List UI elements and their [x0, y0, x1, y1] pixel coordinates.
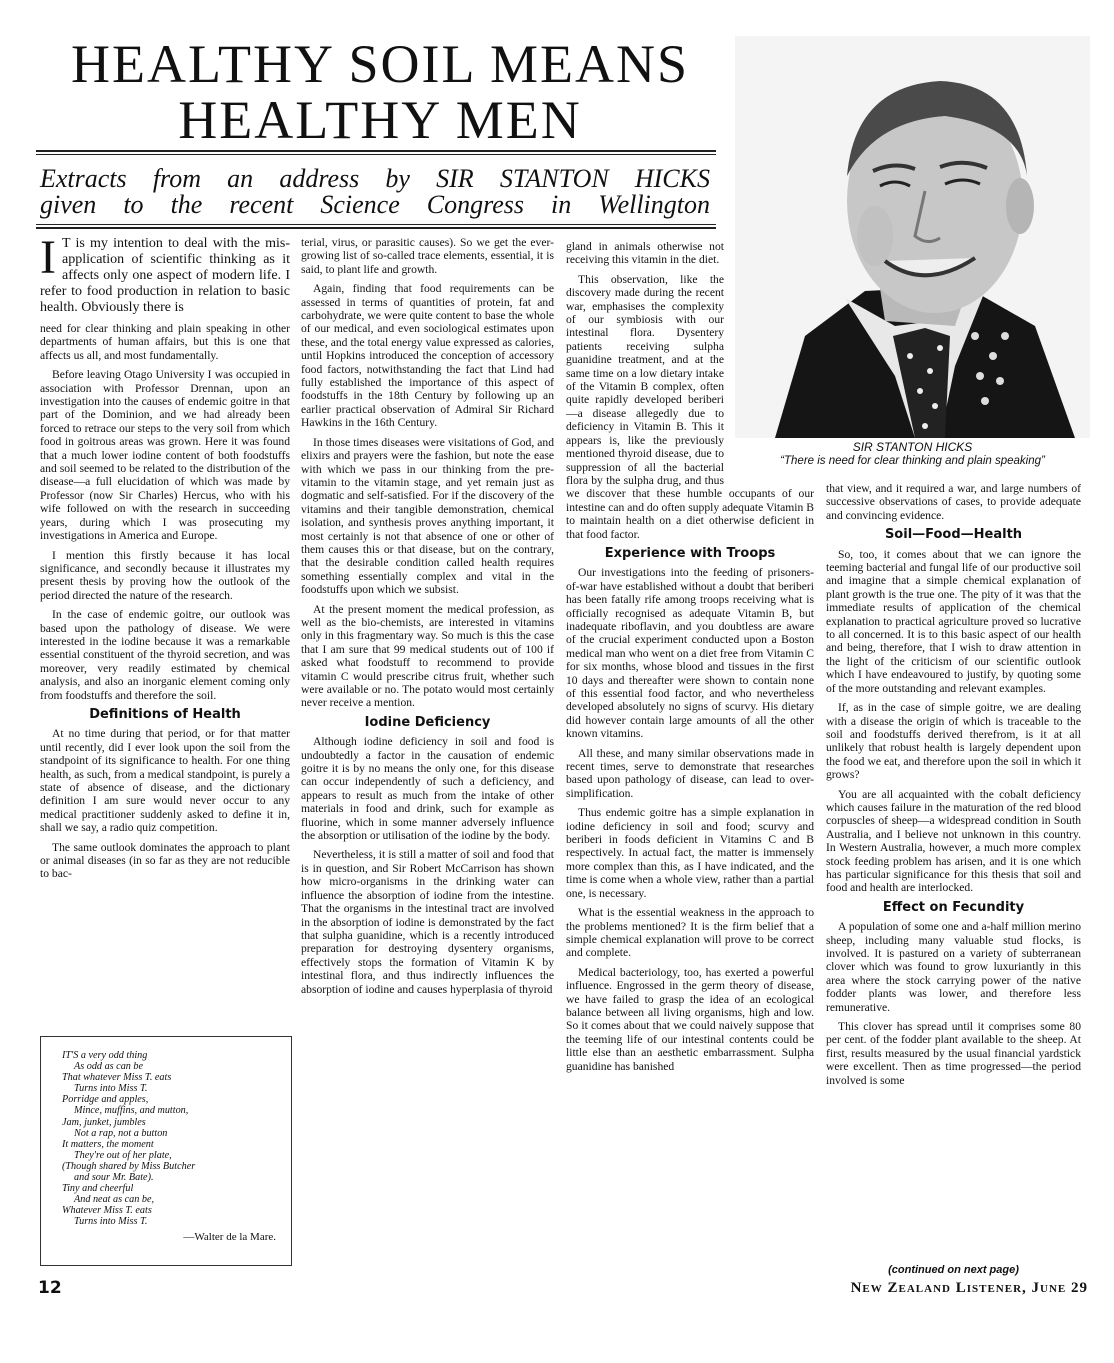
headline-line-1: HEALTHY SOIL MEANS	[70, 34, 689, 94]
paragraph: In the case of endemic goitre, our outlook was based upon the pathology of disease. We were interested in the iodine because it was a remarkable essential constituent of the thyroid secretion, and was moreover, very readily estimated by chemical analysis, and also an inorganic element coming only from foodstuffs and therefore the soil.	[40, 608, 290, 702]
poem-line: and sour Mr. Bate).	[74, 1172, 154, 1184]
paragraph: You are all acquainted with the cobalt deficiency which causes failure in the maturation of the red blood corpuscles of sheep—a widespread condition in South Australia, and I believe not unknown in this country. In Western Australia, however, a much more complex stock feeding problem has arisen, and it is one which has particular significance for this thesis that soil and food and health are interlocked.	[826, 787, 1081, 895]
paragraph: The same outlook dominates the approach to plant or animal diseases (in so far as they are not reducible to bac-	[40, 840, 290, 881]
paragraph: Thus endemic goitre has a simple explanation in iodine deficiency in soil and food; scurvy and beriberi in foods deficient in Vitamins C and B respectively. In actual fact, the matter is immensely more complex than this, as I have indicated, and the time is come when a whole view, rather than a partial one, is necessary.	[566, 806, 814, 900]
poem-line: Tiny and cheerful	[62, 1183, 134, 1195]
paragraph: Our investigations into the feeding of prisoners-of-war have established without a doubt that beriberi has been fatally rife among troops receiving what is officially recognised as adequate Vitamin B, but inadequate riboflavin, and you doubtless are aware of the crucial experiment conducted upon a Boston medical man who went on a diet free from Vitamin C for six months, whose blood and tissues in the first 10 days and thereafter were shown to contain none of this essential food factor, and who nevertheless developed absolutely no signs of scurvy. His dietary did however contain large amounts of all the other known vitamins.	[566, 566, 814, 741]
paragraph: What is the essential weakness in the approach to the problems mentioned? It is the firm belief that a simple chemical explanation will prove to be correct and complete.	[566, 906, 814, 960]
paragraph: need for clear thinking and plain speaking in other departments of human affairs, but this is one that affects us all, and most fundamentally.	[40, 322, 290, 362]
paragraph: So, too, it comes about that we can ignore the teeming bacterial and fungal life of our productive soil and imagine that a simple chemical explanation of plant growth is the true one. The pity of it was that the immediate results of application of the chemical explanation to practical agriculture proved so lucrative to all concerned. It is to this basic aspect of our health and being, therefore, that I wish to draw attention in the light of the criticism of our scientific outlook which I have endeavoured to justify, by quoting some of the more outstanding and relevant examples.	[826, 547, 1081, 695]
poem-line: As odd as can be	[74, 1061, 144, 1073]
paragraph: that view, and it required a war, and large numbers of successive observations of cases, to provide adequate and convincing evidence.	[826, 482, 1081, 522]
poem	[62, 1050, 282, 1243]
page-number: 12	[38, 1278, 62, 1298]
poem-line: Turns into Miss T.	[74, 1216, 148, 1228]
section-heading: Soil—Food—Health	[884, 527, 1023, 543]
paragraph: gland in animals otherwise not receiving this vitamin in the diet.	[566, 240, 724, 267]
lead-paragraph: I T is my intention to deal with the mis-application of scientific thinking as it affects only one aspect of modern life. I refer to food production in relation to basic health. Obviously there is	[40, 231, 290, 315]
poem-line: Whatever Miss T. eats	[62, 1205, 152, 1217]
column-3	[566, 240, 814, 1079]
poem-line: Turns into Miss T.	[74, 1083, 148, 1095]
drop-cap: I	[40, 231, 56, 284]
poem-line: IT'S a very odd thing	[62, 1050, 148, 1061]
section-heading: Experience with Troops	[604, 545, 776, 561]
paragraph: Although iodine deficiency in soil and food is undoubtedly a factor in the causation of endemic goitre it is by no means the only one, for this disease can occur independently of such a deficiency, and appears to result as much from the intake of other materials in food and drink, such for example as fluorine, which in some manner adversely influence the absorption or utilisation of the iodine by the body.	[301, 735, 554, 843]
paragraph: All these, and many similar observations made in recent times, serve to demonstrate that researches based upon pathology of disease, can lead to over-simplification.	[566, 746, 814, 800]
poem-line: (Though shared by Miss Butcher	[62, 1160, 196, 1172]
paragraph: Again, finding that food requirements can be assessed in terms of quantities of protein, fat and carbohydrate, we were quite content to base the whole of our medical, and even sociological estimates upon these, and the total energy value expressed as calories, until Hopkins introduced the conception of accessory food factors, notwithstanding the fact that Lind had fully established the importance of this aspect of foodstuffs in the 18th Century by following up an earlier practical observation of Admiral Sir Richard Hawkins in the 16th Century.	[301, 282, 554, 430]
headline-rule-top	[36, 150, 716, 152]
column-2	[301, 236, 554, 1002]
paragraph: Nevertheless, it is still a matter of soil and food that is in question, and Sir Robert McCarrison has shown how micro-organisms in the drinking water can influence the absorption of iodine from the intestine. That the organisms in the intestinal tract are involved in the absorption of iodine is demonstrated by the fact that sulpha guanidine, which is a recently introduced preparation for destroying dysentery organisms, effectively stops the formation of Vitamin K by intestinal flora, and thus indirectly influences the absorption of iodine and causes hyperplasia of thyroid	[301, 848, 554, 996]
section-heading: Definitions of Health	[89, 706, 241, 722]
article-headline	[30, 36, 730, 148]
headline-line-2: HEALTHY MEN	[178, 90, 582, 150]
continued-note: (continued on next page)	[888, 1264, 1019, 1276]
poem-line: Not a rap, not a button	[74, 1127, 168, 1139]
poem-line: And neat as can be,	[74, 1194, 155, 1206]
section-heading: Iodine Deficiency	[364, 714, 491, 730]
subtitle-line-1: Extracts from an address by SIR STANTON HICKS	[40, 164, 710, 193]
paragraph: Medical bacteriology, too, has exerted a powerful influence. Engrossed in the germ theory of disease, we have failed to grasp the idea of an ecological balance between all living organisms, high and low. So it comes about that we could naively suppose that the teeming life of our intestinal contents could be little else than an aesthetic embarrassment. Sulpha guanidine has banished	[566, 965, 814, 1073]
paragraph: I mention this firstly because it has local significance, and secondly because it illustrates my present thesis by proving how the outlook of the period directed the nature of the research.	[40, 548, 290, 602]
photo-wrap-spacer	[724, 240, 814, 476]
paragraph: Before leaving Otago University I was occupied in association with Professor Drennan, upon an investigation into the causes of endemic goitre in that part of the Dominion, and we had already been forced to retrace our steps to the very soil from which food in goitrous areas was grown. Here it was found that a much lower iodine content of both foodstuffs and soil seemed to be related to the distribution of the disease—a full elucidation of which was made by Professor (now Sir Charles) Hercus, who with his wife followed on with the research in succeeding years, during which I was prosecuting my investigations in America and Europe.	[40, 368, 290, 543]
paragraph: If, as in the case of simple goitre, we are dealing with a disease the origin of which is traceable to the soil and foodstuffs derived therefrom, is it at all unlikely that robust health is largely dependent upon the food we eat, and therefore upon the soil in which it grows?	[826, 701, 1081, 782]
paragraph: terial, virus, or parasitic causes). So we get the ever-growing list of so-called trace elements, essential, it is said, to plant life and growth.	[301, 236, 554, 276]
poem-line: Porridge and apples,	[62, 1094, 149, 1106]
publication-footer: New Zealand Listener, June 29	[850, 1280, 1088, 1296]
subtitle-rule-bottom	[36, 224, 716, 225]
paragraph: At no time during that period, or for that matter until recently, did I ever look upon the soil from the standpoint of its significance to health. For one thing health, as such, from a medical standpoint, is purely a state of absence of disease, and the dictionary definition I am sure would never occur to any medical practitioner suddenly asked to define it in, shall we say, a radio quiz competition.	[40, 727, 290, 835]
column-4	[826, 482, 1081, 1093]
paragraph: A population of some one and a-half million merino sheep, including many valuable stud flocks, is involved. It is pastured on a variety of subterranean clover which was found to grow luxuriantly in this area where the stock carrying power of the native fodder plants was lower, and therefore less remunerative.	[826, 920, 1081, 1014]
photo-caption-name: SIR STANTON HICKS	[852, 440, 973, 454]
poem-line: That whatever Miss T. eats	[62, 1072, 172, 1084]
poem-line: Mince, muffins, and mutton,	[74, 1105, 189, 1117]
poem-author: —Walter de la Mare.	[183, 1230, 276, 1243]
poem-line: Jam, junket, jumbles	[62, 1116, 146, 1128]
subtitle-line-2: given to the recent Science Congress in Wellington	[40, 190, 710, 219]
paragraph: In those times diseases were visitations of God, and elixirs and prayers were the fashion, but note the ease with which we pass in our thinking from the pre-vitamin to the vitamin stage, and yet remain just as dogmatic and self-satisfied. For if the discovery of the vitamins and their tangible demonstration, chemical isolation, and synthesis proves anything important, it most certainly is not that absence of one or other of them causes this or that disease, but on the contrary, that the desirable condition called health requires something essentially complex and vital in the foodstuffs upon which we subsist.	[301, 435, 554, 597]
poem-line: It matters, the moment	[62, 1138, 154, 1150]
paragraph: This observation, like the discovery made during the recent war, emphasises the complexity of our symbiosis with our intestinal flora. Dysentery patients receiving sulpha guanidine treatment, and at the same time on a low dietary intake of the Vitamin B complex, often quite rapidly developed beriberi—a disease allegedly due to deficiency in Vitamin B. This it appears is, like the previously mentioned thyroid disease, due to suppression of all the bacterial flora by the sulpha drug, and thus we discover that these humble occupants of our intestine can and do often supply adequate Vitamin B to maintain health on a diet otherwise deficient in that food factor.	[566, 272, 814, 541]
photo-caption-quote: “There is need for clear thinking and plain speaking”	[780, 455, 1045, 467]
poem-line: They're out of her plate,	[74, 1149, 172, 1161]
headline-rule-top-thin	[36, 154, 716, 155]
column-1	[40, 231, 290, 887]
paragraph: This clover has spread until it comprises some 80 per cent. of the fodder plant available to the sheep. At first, results measured by the usual financial yardstick were excellent. Then as time progressed—the period involved is some	[826, 1020, 1081, 1087]
subtitle-rule-bottom-thick	[36, 227, 716, 229]
paragraph: At the present moment the medical profession, as well as the bio-chemists, are interested in vitamins only in this fragmentary way. So much is this the case that I am sure that 99 medical students out of 100 if asked what foodstuff to recommend to provide vitamin C would prescribe citrus fruit, whether such were available or no. The potato would most certainly never receive a mention.	[301, 602, 554, 710]
section-heading: Effect on Fecundity	[882, 899, 1025, 915]
